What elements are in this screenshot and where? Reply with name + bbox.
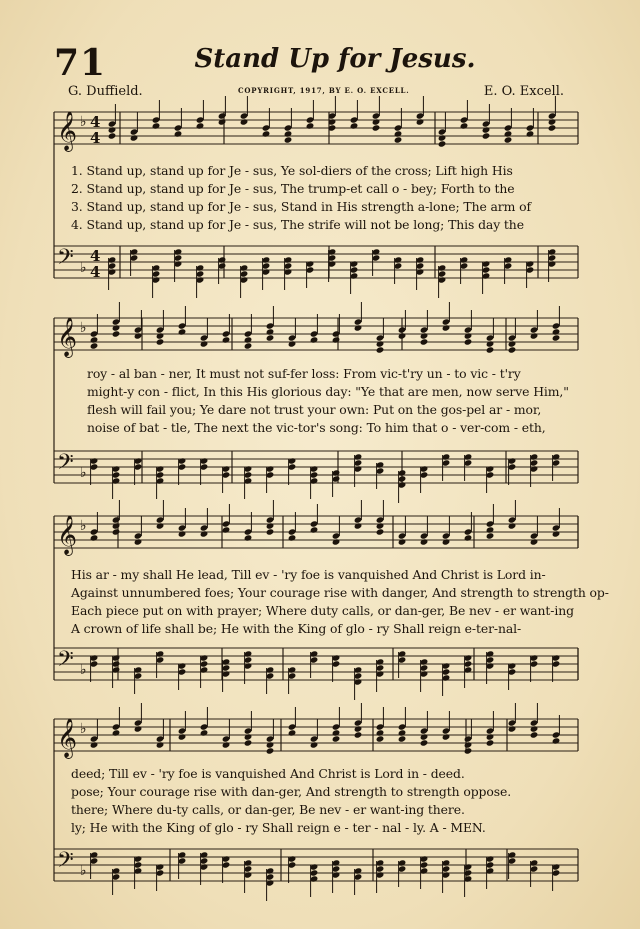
key-flat: ♭ — [80, 320, 87, 336]
lyric-line: 3. Stand up, stand up for Je - sus, Stand in His strength a-lone; The arm of — [71, 199, 531, 214]
bass-clef: 𝄢 — [57, 848, 74, 878]
lyric-line: 4. Stand up, stand up for Je - sus, The strife will not be long; This day the — [71, 217, 524, 232]
lyric-line: there; Where du-ty calls, or dan-ger, Be nev - er want-ing there. — [71, 802, 465, 817]
hymn-number: 71 — [54, 42, 107, 84]
composer: E. O. Excell. — [483, 84, 564, 99]
lyric-line: His ar - my shall He lead, Till ev - 'ry foe is vanquished And Christ is Lord in- — [71, 567, 546, 582]
lyric-line: noise of bat - tle, The next the vic-tor's song: To him that o - ver-com - eth, — [87, 420, 546, 435]
hymn-title: Stand Up for Jesus. — [194, 44, 476, 74]
lyric-line: 2. Stand up, stand up for Je - sus, The trump-et call o - bey; Forth to the — [71, 181, 515, 196]
time-signature: 4 — [90, 129, 101, 147]
key-flat: ♭ — [80, 518, 87, 534]
bass-clef: 𝄢 — [57, 647, 74, 677]
treble-clef: 𝄞 — [57, 111, 78, 151]
key-flat: ♭ — [80, 260, 87, 276]
lyric-line: Each piece put on with prayer; Where duty calls, or dan-ger, Be nev - er want-ing — [71, 603, 574, 618]
lyric-line: might-y con - flict, In this His glorious day: "Ye that are men, now serve Him," — [87, 384, 569, 399]
copyright-notice: COPYRIGHT, 1917, BY E. O. EXCELL. — [238, 86, 410, 95]
bass-clef: 𝄢 — [57, 245, 74, 275]
lyric-line: pose; Your courage rise with dan-ger, And strength to strength oppose. — [71, 784, 512, 799]
treble-clef: 𝄞 — [57, 718, 78, 758]
treble-clef: 𝄞 — [57, 317, 78, 357]
lyric-line: flesh will fail you; Ye dare not trust your own: Put on the gos-pel ar - mor, — [87, 402, 542, 417]
time-signature: 4 — [90, 247, 101, 265]
lyric-line: deed; Till ev - 'ry foe is vanquished And Christ is Lord in - deed. — [71, 766, 465, 781]
time-signature: 4 — [90, 113, 101, 131]
time-signature: 4 — [90, 263, 101, 281]
treble-clef: 𝄞 — [57, 515, 78, 555]
lyric-line: roy - al ban - ner, It must not suf-fer loss: From vic-t'ry un - to vic - t'ry — [87, 366, 521, 381]
bass-clef: 𝄢 — [57, 450, 74, 480]
lyric-line: A crown of life shall be; He with the King of glo - ry Shall reign e-ter-nal- — [71, 621, 522, 636]
key-flat: ♭ — [80, 662, 87, 678]
key-flat: ♭ — [80, 863, 87, 879]
lyric-line: 1. Stand up, stand up for Je - sus, Ye sol-diers of the cross; Lift high His — [71, 163, 513, 178]
key-flat: ♭ — [80, 465, 87, 481]
key-flat: ♭ — [80, 721, 87, 737]
key-flat: ♭ — [80, 114, 87, 130]
lyric-line: ly; He with the King of glo - ry Shall reign e - ter - nal - ly. A - MEN. — [71, 820, 486, 835]
author: G. Duffield. — [68, 84, 143, 99]
lyric-line: Against unnumbered foes; Your courage rise with danger, And strength to strength op- — [71, 585, 609, 600]
